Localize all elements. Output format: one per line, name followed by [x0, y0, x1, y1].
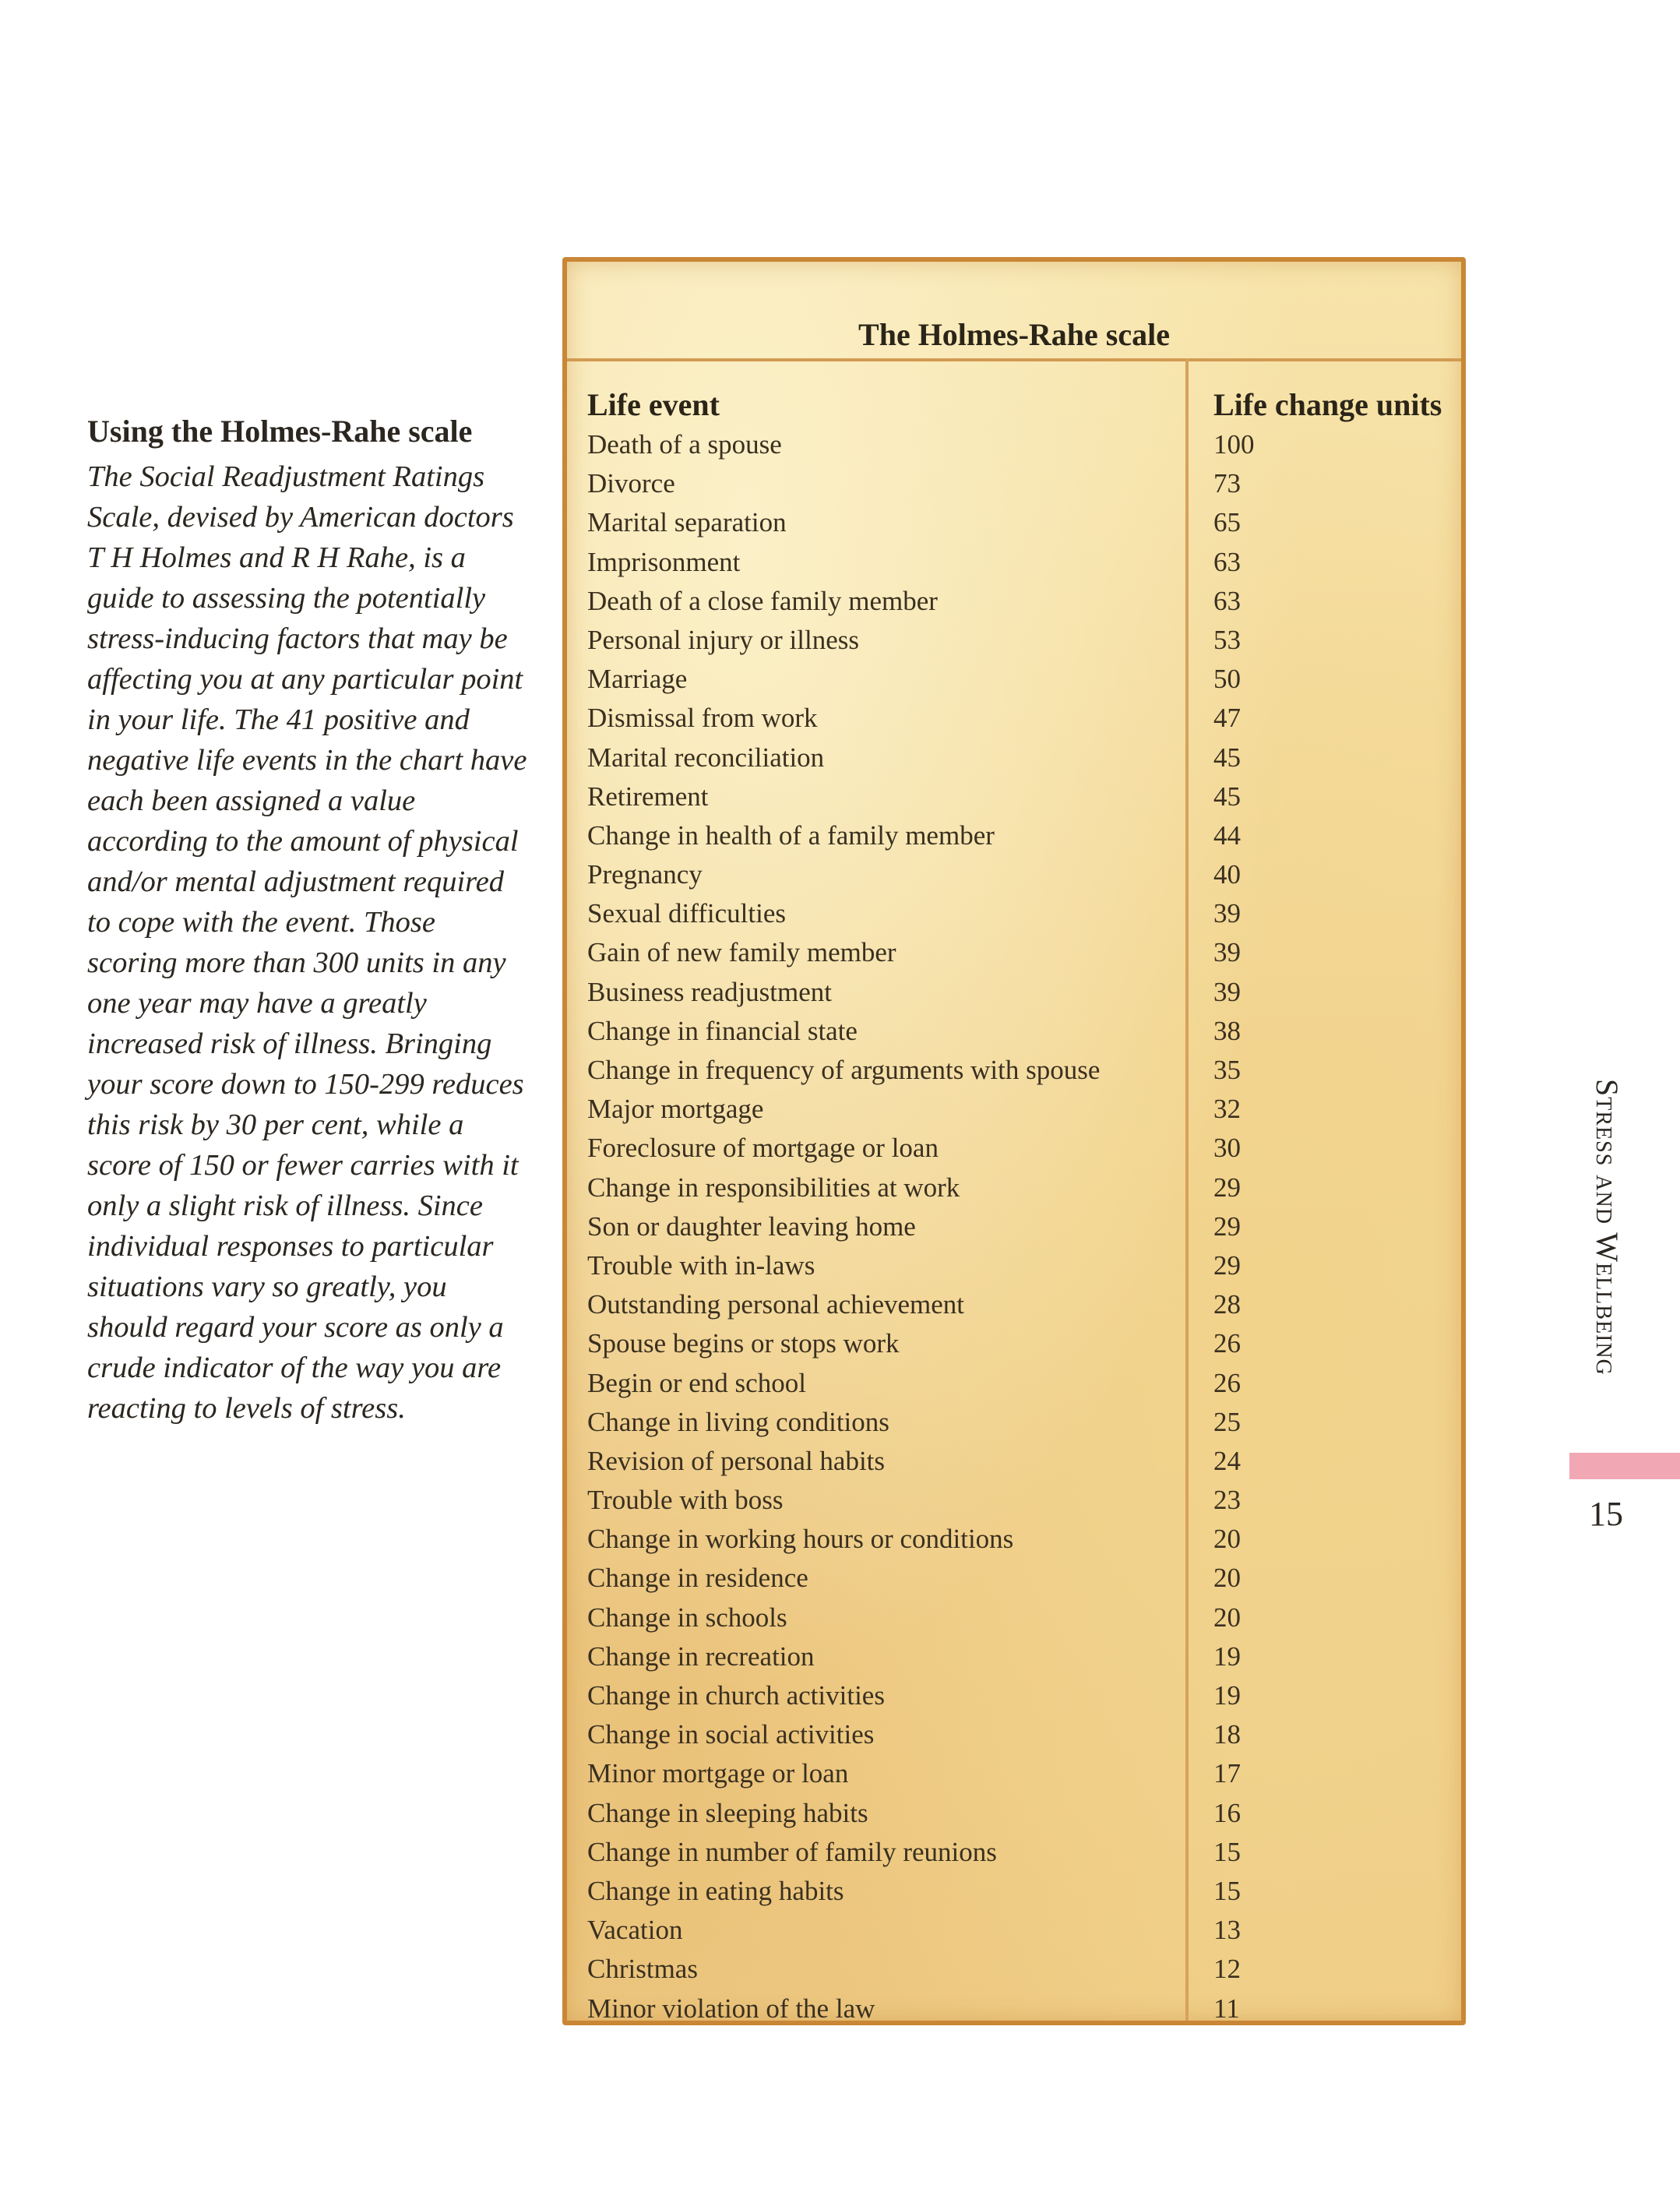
life-change-units-cell: 15 — [1213, 1836, 1241, 1867]
table-row — [587, 1794, 1461, 1833]
life-change-units-cell: 63 — [1213, 546, 1241, 577]
table-title-bar — [567, 262, 1461, 361]
life-change-units-cell: 40 — [1213, 859, 1241, 890]
life-change-units-cell: 19 — [1213, 1640, 1241, 1672]
life-event-cell: Outstanding personal achievement — [587, 1289, 965, 1320]
table-row — [587, 816, 1461, 855]
holmes-rahe-table — [562, 257, 1466, 2025]
life-event-cell: Retirement — [587, 781, 709, 812]
life-event-cell: Imprisonment — [587, 546, 741, 577]
life-change-units-cell: 16 — [1213, 1797, 1241, 1828]
life-event-cell: Gain of new family member — [587, 937, 896, 968]
table-row — [587, 1090, 1461, 1129]
table-row — [587, 1207, 1461, 1246]
table-row — [587, 503, 1461, 542]
life-change-units-cell: 12 — [1213, 1954, 1241, 1985]
life-event-cell: Change in financial state — [587, 1015, 858, 1046]
life-event-cell: Change in working hours or conditions — [587, 1524, 1014, 1555]
life-change-units-cell: 63 — [1213, 585, 1241, 616]
life-change-units-cell: 26 — [1213, 1367, 1241, 1398]
life-event-cell: Change in health of a family member — [587, 819, 995, 851]
table-row — [587, 1481, 1461, 1520]
life-change-units-cell: 18 — [1213, 1719, 1241, 1750]
sidebar-heading: Using the Holmes-Rahe scale — [87, 414, 473, 449]
life-event-cell: Change in number of family reunions — [587, 1836, 997, 1867]
life-change-units-cell: 29 — [1213, 1211, 1241, 1242]
life-change-units-cell: 30 — [1213, 1133, 1241, 1164]
life-change-units-cell: 20 — [1213, 1524, 1241, 1555]
life-event-cell: Minor violation of the law — [587, 1993, 875, 2024]
table-row — [587, 1324, 1461, 1363]
life-event-cell: Divorce — [587, 468, 675, 499]
life-change-units-cell: 53 — [1213, 624, 1241, 655]
life-change-units-cell: 23 — [1213, 1485, 1241, 1516]
table-row — [587, 1872, 1461, 1911]
life-change-units-cell: 44 — [1213, 819, 1241, 851]
life-event-cell: Marital reconciliation — [587, 742, 825, 773]
life-event-cell: Marital separation — [587, 507, 787, 538]
table-row — [587, 973, 1461, 1012]
life-event-cell: Death of a spouse — [587, 429, 782, 460]
life-change-units-cell: 38 — [1213, 1015, 1241, 1046]
life-event-cell: Sexual difficulties — [587, 898, 786, 929]
table-row — [587, 660, 1461, 699]
column-header-life-change-units: Life change units — [1213, 387, 1442, 422]
life-change-units-cell: 47 — [1213, 703, 1241, 734]
life-event-cell: Change in living conditions — [587, 1406, 889, 1437]
table-row — [587, 894, 1461, 933]
table-row — [587, 464, 1461, 503]
table-row — [587, 1989, 1461, 2028]
table-row — [587, 1833, 1461, 1872]
life-change-units-cell: 28 — [1213, 1289, 1241, 1320]
table-row — [587, 1051, 1461, 1090]
table-row — [587, 1168, 1461, 1207]
table-row — [587, 855, 1461, 894]
life-event-cell: Change in frequency of arguments with spouse — [587, 1055, 1101, 1085]
table-row — [587, 1676, 1461, 1715]
life-event-cell: Spouse begins or stops work — [587, 1328, 900, 1359]
section-accent-bar — [1569, 1453, 1680, 1479]
life-event-cell: Change in church activities — [587, 1680, 885, 1711]
life-change-units-cell: 13 — [1213, 1915, 1241, 1946]
life-change-units-cell: 32 — [1213, 1094, 1241, 1125]
life-change-units-cell: 20 — [1213, 1602, 1241, 1633]
table-row — [587, 1559, 1461, 1598]
life-event-cell: Dismissal from work — [587, 703, 818, 734]
life-event-cell: Change in residence — [587, 1563, 808, 1594]
table-row — [587, 425, 1461, 464]
table-row — [587, 1246, 1461, 1285]
life-change-units-cell: 45 — [1213, 742, 1241, 773]
life-event-cell: Major mortgage — [587, 1094, 764, 1125]
table-row — [587, 738, 1461, 777]
life-change-units-cell: 24 — [1213, 1445, 1241, 1476]
life-event-cell: Change in eating habits — [587, 1875, 844, 1906]
life-event-cell: Change in recreation — [587, 1640, 815, 1672]
table-row — [587, 699, 1461, 738]
life-change-units-cell: 29 — [1213, 1249, 1241, 1281]
table-row — [587, 1285, 1461, 1324]
table-title: The Holmes-Rahe scale — [858, 317, 1170, 352]
table-row — [587, 621, 1461, 660]
life-event-cell: Christmas — [587, 1954, 698, 1985]
table-row — [587, 1129, 1461, 1168]
sidebar-text — [87, 410, 531, 1429]
life-change-units-cell: 50 — [1213, 664, 1241, 695]
life-change-units-cell: 73 — [1213, 468, 1241, 499]
life-event-cell: Revision of personal habits — [587, 1445, 886, 1476]
life-event-cell: Marriage — [587, 664, 688, 695]
table-row — [587, 1950, 1461, 1989]
life-event-cell: Pregnancy — [587, 859, 703, 890]
life-event-cell: Foreclosure of mortgage or loan — [587, 1133, 939, 1164]
table-row — [587, 1442, 1461, 1481]
life-change-units-cell: 20 — [1213, 1563, 1241, 1594]
life-event-cell: Trouble with in-laws — [587, 1249, 815, 1281]
life-event-cell: Personal injury or illness — [587, 624, 859, 655]
section-tab-label: Stress and Wellbeing — [1590, 1079, 1625, 1376]
life-change-units-cell: 35 — [1213, 1055, 1241, 1085]
life-change-units-cell: 26 — [1213, 1328, 1241, 1359]
table-row — [587, 1403, 1461, 1442]
page-number: 15 — [1589, 1495, 1623, 1533]
table-row — [587, 1598, 1461, 1637]
table-row — [587, 1715, 1461, 1754]
table-row — [587, 1012, 1461, 1051]
life-event-cell: Trouble with boss — [587, 1485, 784, 1516]
life-change-units-cell: 11 — [1213, 1993, 1240, 2024]
life-change-units-cell: 65 — [1213, 507, 1241, 538]
life-event-cell: Change in schools — [587, 1602, 787, 1633]
life-change-units-cell: 17 — [1213, 1758, 1241, 1789]
column-header-life-event: Life event — [587, 387, 720, 422]
life-event-cell: Change in responsibilities at work — [587, 1172, 960, 1203]
life-change-units-cell: 39 — [1213, 976, 1241, 1007]
table-row — [587, 1520, 1461, 1559]
table-row — [587, 582, 1461, 621]
life-change-units-cell: 45 — [1213, 781, 1241, 812]
table-row — [587, 1637, 1461, 1676]
life-event-cell: Death of a close family member — [587, 585, 938, 616]
life-event-cell: Minor mortgage or loan — [587, 1758, 849, 1789]
life-change-units-cell: 39 — [1213, 898, 1241, 929]
table-row — [587, 933, 1461, 972]
table-row — [587, 1911, 1461, 1950]
table-rows — [587, 425, 1461, 2028]
life-change-units-cell: 19 — [1213, 1680, 1241, 1711]
life-change-units-cell: 100 — [1213, 429, 1255, 460]
life-event-cell: Begin or end school — [587, 1367, 806, 1398]
sidebar-body: The Social Readjustment Ratings Scale, devised by American doctors T H Holmes and R H Rahe, is a guide to assessing the potentially stress-inducing factors that may be affecting you at any particular point in your life. The 41 positive and negative life events in the chart have each been assigned a value according to the amount of physical and/or mental adjustment required to cope with the event. Those scoring more than 300 units in any one year may have a greatly increased risk of illness. Bringing your score down to 150-299 reduces this risk by 30 per cent, while a score of 150 or fewer carries with it only a slight risk of illness. Since individual responses to particular situations vary so greatly, you should regard your score as only a crude indicator of the way you are reacting to levels of stress. — [87, 460, 527, 1425]
life-event-cell: Change in sleeping habits — [587, 1797, 868, 1828]
table-row — [587, 777, 1461, 816]
life-change-units-cell: 39 — [1213, 937, 1241, 968]
life-event-cell: Change in social activities — [587, 1719, 875, 1750]
life-event-cell: Business readjustment — [587, 976, 832, 1007]
table-row — [587, 1364, 1461, 1403]
table-row — [587, 543, 1461, 582]
life-change-units-cell: 29 — [1213, 1172, 1241, 1203]
life-event-cell: Vacation — [587, 1915, 683, 1946]
life-change-units-cell: 15 — [1213, 1875, 1241, 1906]
table-row — [587, 1754, 1461, 1793]
life-event-cell: Son or daughter leaving home — [587, 1211, 916, 1242]
life-change-units-cell: 25 — [1213, 1406, 1241, 1437]
